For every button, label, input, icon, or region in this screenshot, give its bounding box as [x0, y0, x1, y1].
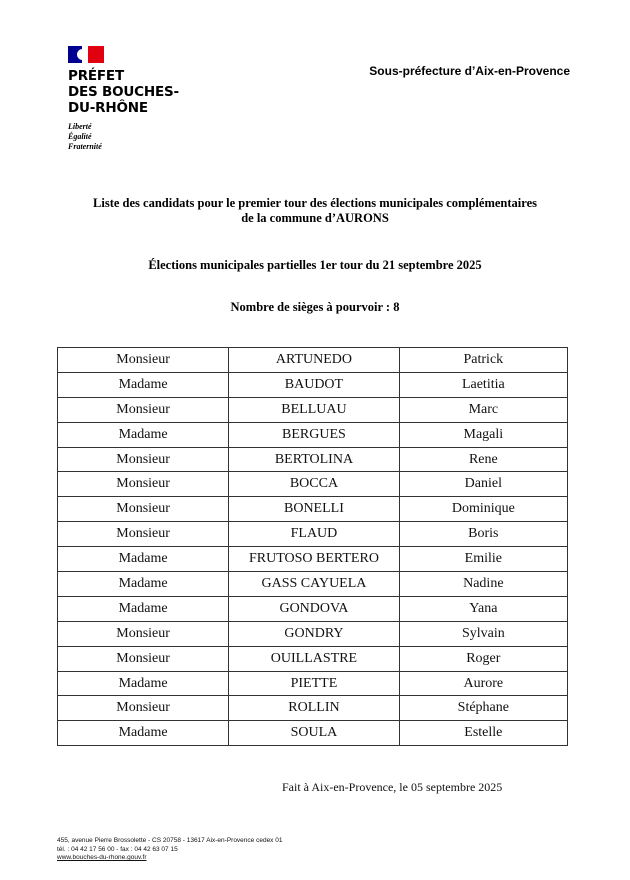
nom-cell: FRUTOSO BERTERO — [229, 547, 399, 572]
nom-cell: BONELLI — [229, 497, 399, 522]
table-row — [58, 721, 568, 746]
nom-cell: BOCCA — [229, 472, 399, 497]
prenom-cell: Patrick — [399, 348, 567, 373]
table-row — [58, 696, 568, 721]
table-row — [58, 671, 568, 696]
table-row — [58, 472, 568, 497]
nom-cell: FLAUD — [229, 522, 399, 547]
devise-line: Égalité — [68, 132, 92, 141]
nom-cell: BERGUES — [229, 422, 399, 447]
table-row — [58, 621, 568, 646]
nom-cell: ARTUNEDO — [229, 348, 399, 373]
devise — [68, 122, 179, 152]
civilite-cell: Monsieur — [58, 397, 229, 422]
signature-line: Fait à Aix-en-Provence, le 05 septembre 2025 — [282, 780, 503, 794]
seats-count: Nombre de sièges à pourvoir : 8 — [230, 300, 400, 314]
prenom-cell: Magali — [399, 422, 567, 447]
prenom-cell: Laetitia — [399, 372, 567, 397]
prefet-line: PRÉFET — [68, 68, 124, 84]
civilite-cell: Madame — [58, 572, 229, 597]
nom-cell: GONDRY — [229, 621, 399, 646]
nom-cell: OUILLASTRE — [229, 646, 399, 671]
title-line-2: de la commune d’AURONS — [241, 211, 389, 225]
prenom-cell: Nadine — [399, 572, 567, 597]
devise-line: Liberté — [68, 122, 92, 131]
civilite-cell: Madame — [58, 596, 229, 621]
prefet-line: DES BOUCHES- — [68, 84, 179, 100]
prefet-title — [68, 68, 179, 116]
footer-address: 455, avenue Pierre Brossolette - CS 20758 - 13617 Aix-en-Provence cedex 01 — [57, 837, 283, 844]
nom-cell: BAUDOT — [229, 372, 399, 397]
prenom-cell: Rene — [399, 447, 567, 472]
civilite-cell: Monsieur — [58, 348, 229, 373]
prenom-cell: Daniel — [399, 472, 567, 497]
civilite-cell: Madame — [58, 671, 229, 696]
footer — [57, 837, 282, 863]
election-title: Élections municipales partielles 1er tour du 21 septembre 2025 — [148, 258, 482, 272]
civilite-cell: Monsieur — [58, 646, 229, 671]
table-row — [58, 646, 568, 671]
table-row — [58, 596, 568, 621]
nom-cell: GONDOVA — [229, 596, 399, 621]
prenom-cell: Stéphane — [399, 696, 567, 721]
table-row — [58, 372, 568, 397]
table-row — [58, 572, 568, 597]
table-row — [58, 522, 568, 547]
document-title — [0, 196, 630, 226]
prenom-cell: Marc — [399, 397, 567, 422]
table-row — [58, 547, 568, 572]
nom-cell: PIETTE — [229, 671, 399, 696]
nom-cell: BERTOLINA — [229, 447, 399, 472]
nom-cell: GASS CAYUELA — [229, 572, 399, 597]
table-row — [58, 497, 568, 522]
civilite-cell: Madame — [58, 422, 229, 447]
civilite-cell: Madame — [58, 372, 229, 397]
nom-cell: BELLUAU — [229, 397, 399, 422]
civilite-cell: Monsieur — [58, 621, 229, 646]
prenom-cell: Aurore — [399, 671, 567, 696]
prenom-cell: Emilie — [399, 547, 567, 572]
table-row — [58, 447, 568, 472]
civilite-cell: Monsieur — [58, 472, 229, 497]
nom-cell: ROLLIN — [229, 696, 399, 721]
marianne-flag-icon — [68, 46, 104, 63]
civilite-cell: Madame — [58, 721, 229, 746]
civilite-cell: Monsieur — [58, 447, 229, 472]
title-line-1: Liste des candidats pour le premier tour des élections municipales complémentaires — [93, 196, 537, 210]
prenom-cell: Yana — [399, 596, 567, 621]
prenom-cell: Dominique — [399, 497, 567, 522]
civilite-cell: Monsieur — [58, 522, 229, 547]
civilite-cell: Monsieur — [58, 497, 229, 522]
footer-phone: tél. : 04 42 17 56 00 - fax : 04 42 63 07 15 — [57, 845, 178, 853]
candidates-table — [57, 347, 568, 746]
table-row — [58, 348, 568, 373]
prefecture-logo — [68, 46, 179, 152]
civilite-cell: Monsieur — [58, 696, 229, 721]
sous-prefecture-label: Sous-préfecture d’Aix-en-Provence — [369, 64, 570, 78]
table-row — [58, 422, 568, 447]
prenom-cell: Boris — [399, 522, 567, 547]
prenom-cell: Estelle — [399, 721, 567, 746]
nom-cell: SOULA — [229, 721, 399, 746]
devise-line: Fraternité — [68, 142, 102, 151]
footer-website-link[interactable]: www.bouches-du-rhone.gouv.fr — [57, 854, 147, 861]
table-row — [58, 397, 568, 422]
civilite-cell: Madame — [58, 547, 229, 572]
prenom-cell: Sylvain — [399, 621, 567, 646]
prenom-cell: Roger — [399, 646, 567, 671]
prefet-line: DU-RHÔNE — [68, 100, 148, 116]
